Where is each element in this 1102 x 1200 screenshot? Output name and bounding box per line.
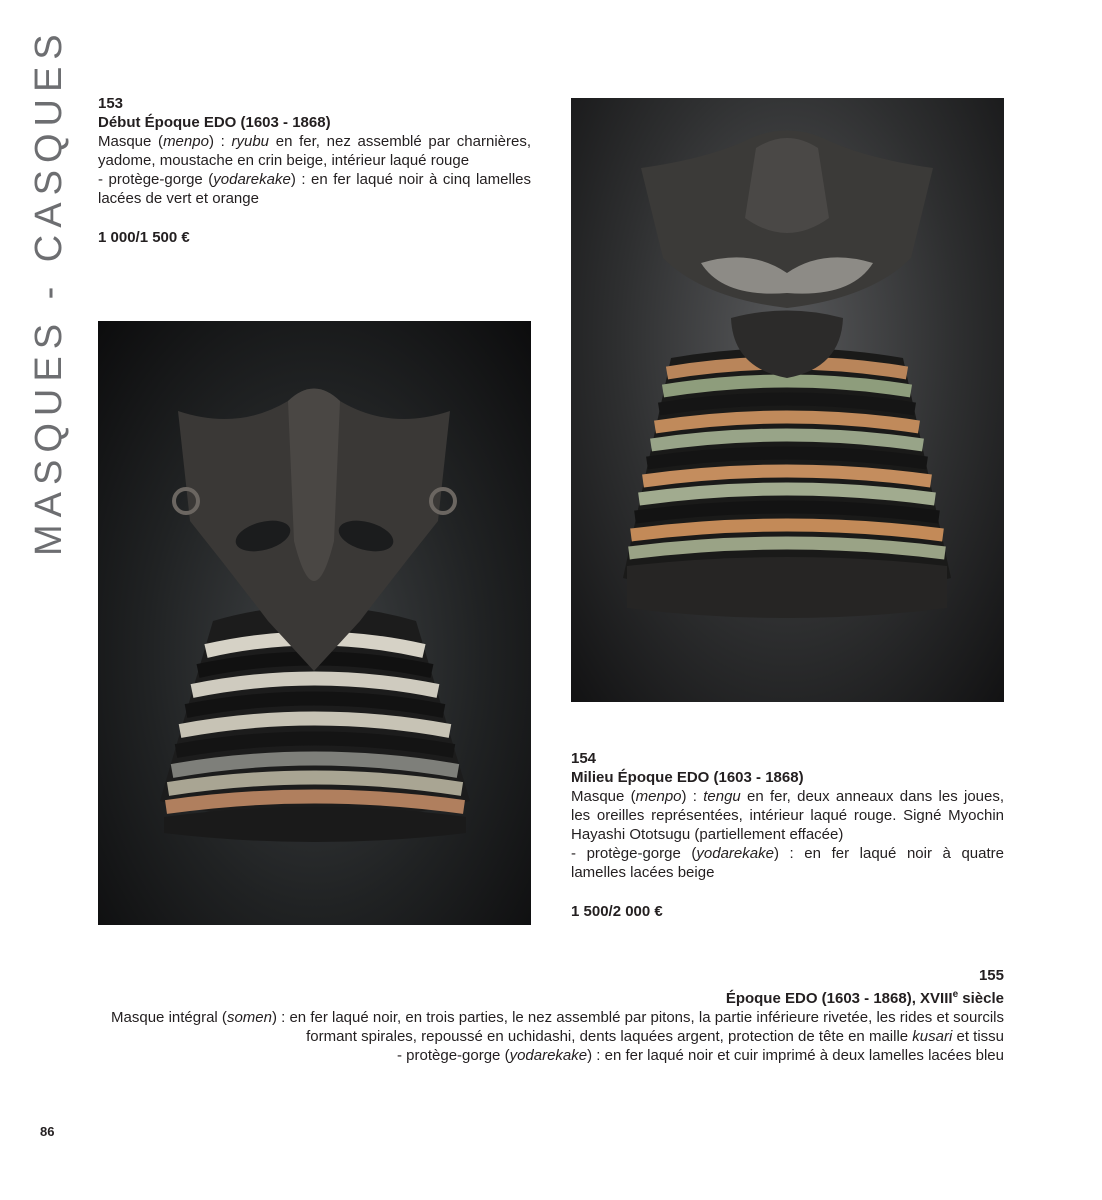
lot-155 bbox=[104, 966, 1004, 1065]
lot-description-gorget: - protège-gorge (yodarekake) : en fer laqué noir et cuir imprimé à deux lamelles lacées bleu bbox=[397, 1047, 1004, 1064]
lot-number: 154 bbox=[571, 750, 597, 767]
lot-description: Masque (menpo) : ryubu en fer, nez assemblé par charnières, yadome, moustache en crin beige, intérieur laqué rouge bbox=[98, 133, 532, 169]
lot-description: Masque intégral (somen) : en fer laqué noir, en trois parties, le nez assemblé par pitons, la partie inférieure rivetée, les rides et sourcils formant spirales, repoussé en uchidashi, dents laquées argent, protection de tête en maille kusari et tissu bbox=[111, 1009, 1004, 1045]
lot-period: Époque EDO (1603 - 1868), XVIIIe siècle bbox=[725, 989, 1004, 1007]
section-title: MASQUES - CASQUES bbox=[28, 27, 70, 556]
lot-period: Début Époque EDO (1603 - 1868) bbox=[98, 114, 331, 131]
lot-number: 155 bbox=[978, 967, 1004, 984]
lot-estimate: 1 500/2 000 € bbox=[571, 903, 663, 920]
page-number: 86 bbox=[40, 1124, 55, 1139]
lot-154-photo bbox=[571, 98, 1004, 702]
lot-153-photo bbox=[98, 321, 531, 925]
mask-image bbox=[98, 321, 531, 925]
lot-period: Milieu Époque EDO (1603 - 1868) bbox=[571, 769, 804, 786]
lot-154 bbox=[571, 749, 1004, 921]
lot-description-gorget: - protège-gorge (yodarekake) : en fer laqué noir à quatre lamelles lacées beige bbox=[571, 845, 1004, 881]
lot-description-gorget: - protège-gorge (yodarekake) : en fer laqué noir à cinq lamelles lacées de vert et orange bbox=[98, 171, 531, 207]
lot-153 bbox=[98, 94, 531, 247]
mask-image bbox=[571, 98, 1004, 702]
lot-description: Masque (menpo) : tengu en fer, deux anneaux dans les joues, les oreilles représentées, intérieur laqué rouge. Signé Myochin Hayashi Ototsugu (partiellement effacée) bbox=[571, 788, 1005, 843]
lot-estimate: 1 000/1 500 € bbox=[98, 229, 190, 246]
lot-number: 153 bbox=[98, 95, 124, 112]
